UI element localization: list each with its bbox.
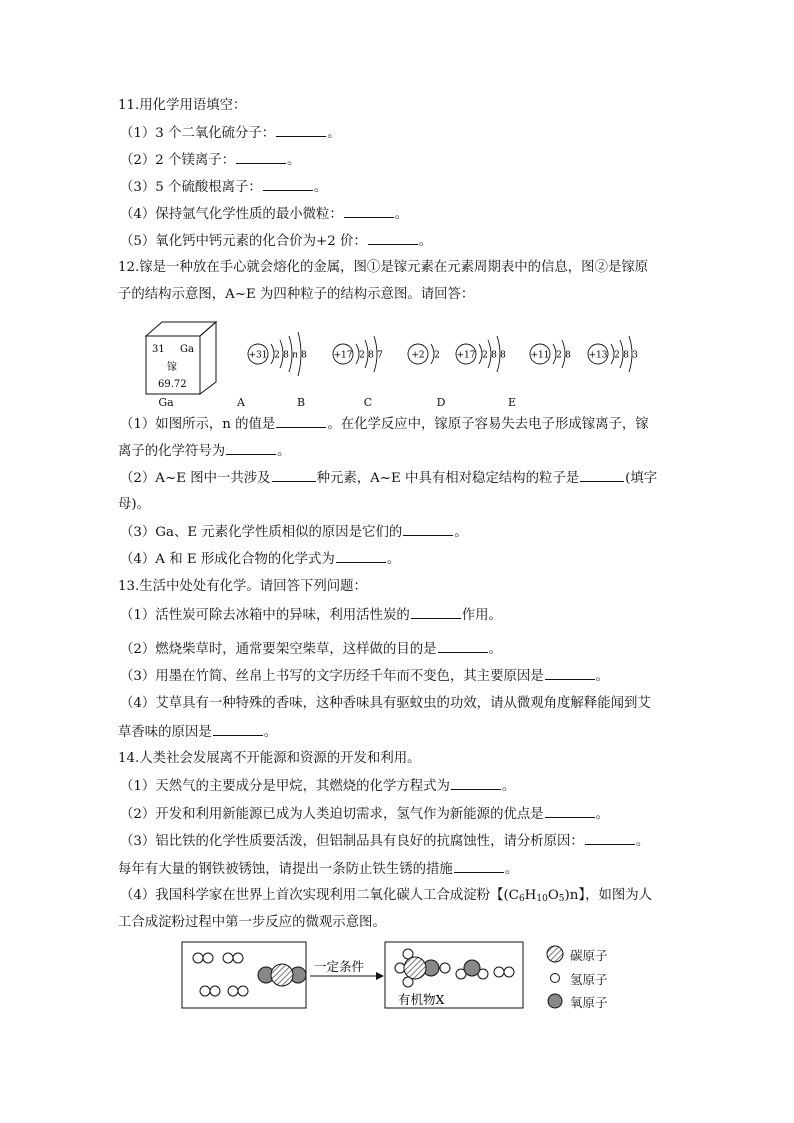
shell-electron-count: 2 [614, 350, 620, 361]
q13-sub3: （3）用墨在竹简、丝帛上书写的文字历经千年而不变色，其主要原因是 。 [120, 669, 610, 684]
answer-blank[interactable] [276, 415, 326, 428]
atom-diagram-a [333, 336, 383, 372]
q14-stem: 14.人类社会发展离不开能源和资源的开发和利用。 [118, 751, 421, 766]
shell-electron-count: n [292, 350, 298, 361]
atom-label-c: C [363, 396, 373, 409]
product-label: 有机物X [398, 992, 445, 1007]
legend-oxygen: 氧原子 [570, 995, 608, 1010]
q11-item-4: （4）保持氩气化学性质的最小微粒： 。 [120, 207, 409, 222]
atom-diagram-b [408, 344, 440, 364]
q12-sub1-cont: 离子的化学符号为 。 [118, 444, 291, 459]
answer-blank[interactable] [585, 832, 635, 845]
nucleus-charge: +11 [530, 350, 550, 361]
answer-blank[interactable] [272, 469, 316, 482]
q12-stem-1: 12.镓是一种放在手心就会熔化的金属，图①是镓元素在元素周期表中的信息，图②是镓原 [118, 260, 649, 275]
answer-blank[interactable] [545, 805, 595, 818]
nucleus-charge: +17 [333, 350, 353, 361]
q14-sub1: （1）天然气的主要成分是甲烷，其燃烧的化学方程式为 。 [120, 779, 516, 794]
shell-electron-count: 8 [283, 350, 289, 361]
atomic-structure-figure [140, 316, 660, 396]
element-number: 31 [152, 344, 165, 355]
shell-electron-count: 2 [434, 350, 440, 361]
hydrogen-molecule [223, 953, 243, 963]
reaction-diagram [180, 940, 620, 1014]
q14-sub2: （2）开发和利用新能源已成为人类迫切需求，氢气作为新能源的优点是 。 [120, 807, 610, 822]
element-name: 镓 [167, 362, 177, 373]
answer-blank[interactable] [580, 469, 624, 482]
atom-label-e: E [507, 396, 517, 409]
answer-blank[interactable] [403, 523, 453, 536]
q12-sub4: （4）A 和 E 形成化合物的化学式为 。 [120, 552, 401, 567]
q13-sub4: （4）艾草具有一种特殊的香味，这种香味具有驱蚊虫的功效，请从微观角度解释能闻到艾 [120, 696, 651, 711]
atom-diagram-c [456, 336, 506, 372]
atom-label-a: A [237, 396, 245, 409]
shell-electron-count: 8 [301, 350, 307, 361]
q14-sub4: （4）我国科学家在世界上首次实现利用二氧化碳人工合成淀粉【$(C_6H_{10}O_5)n$】，如图为人 [120, 888, 653, 904]
organic-molecule-x [395, 949, 450, 987]
carbon-dioxide-molecule [258, 964, 306, 986]
answer-blank[interactable] [344, 205, 394, 218]
atom-label-b: B [296, 396, 306, 409]
nucleus-charge: +2 [411, 350, 425, 361]
q14-sub3-cont: 每年有大量的钢铁被锈蚀，请提出一条防止铁生锈的措施 。 [118, 862, 519, 877]
q13-stem: 13.生活中处处有化学。请回答下列问题： [118, 579, 367, 594]
shell-electron-count: 8 [500, 350, 506, 361]
shell-electron-count: 3 [632, 350, 638, 361]
element-cell [146, 322, 216, 394]
q12-sub2-cont: 母)。 [118, 497, 151, 512]
shell-electron-count: 8 [491, 350, 497, 361]
q14-sub4-cont: 工合成淀粉过程中第一步反应的微观示意图。 [118, 915, 386, 930]
atom-diagram-e [588, 336, 638, 372]
q12-stem-2: 子的结构示意图，A~E 为四种粒子的结构示意图。请回答： [118, 287, 475, 302]
shell-electron-count: 2 [359, 350, 365, 361]
hydrogen-molecule [200, 986, 220, 996]
nucleus-charge: +31 [248, 350, 268, 361]
shell-electron-count: 2 [482, 350, 488, 361]
q14-sub3: （3）铝比铁的化学性质要活泼，但铝制品具有良好的抗腐蚀性，请分析原因： 。 [120, 834, 650, 849]
answer-blank[interactable] [336, 550, 386, 563]
atom-diagram-d [530, 340, 571, 368]
shell-electron-count: 8 [565, 350, 571, 361]
answer-blank[interactable] [226, 442, 276, 455]
answer-blank[interactable] [411, 606, 461, 619]
shell-electron-count: 8 [623, 350, 629, 361]
reaction-condition: 一定条件 [314, 959, 365, 974]
shell-electron-count: 8 [368, 350, 374, 361]
hydrogen-molecule [193, 953, 213, 963]
hydrogen-molecule [228, 986, 248, 996]
atom-label-ga: Ga [158, 396, 174, 409]
legend-hydrogen: 氢原子 [570, 972, 608, 987]
element-symbol: Ga [180, 344, 194, 355]
legend [547, 946, 563, 1008]
shell-electron-count: 2 [556, 350, 562, 361]
q12-sub1: （1）如图所示，n 的值是 。在化学反应中，镓原子容易失去电子形成镓离子，镓 [120, 417, 649, 432]
q12-sub3: （3）Ga、E 元素化学性质相似的原因是它们的 。 [120, 525, 468, 540]
q11-item-2: （2）2 个镁离子： 。 [120, 153, 301, 168]
q11-stem: 11.用化学用语填空： [118, 98, 247, 113]
answer-blank[interactable] [454, 860, 504, 873]
answer-blank[interactable] [263, 178, 313, 191]
q13-sub1: （1）活性炭可除去冰箱中的异味，利用活性炭的 作用。 [120, 608, 502, 623]
q11-item-3: （3）5 个硫酸根离子： 。 [120, 180, 328, 195]
q13-sub2: （2）燃烧柴草时，通常要架空柴草，这样做的目的是 。 [120, 642, 502, 657]
q11-item-1: （1）3 个二氧化硫分子： 。 [120, 126, 341, 141]
shell-electron-count: 7 [377, 350, 383, 361]
q13-sub4-cont: 草香味的原因是 。 [118, 725, 278, 740]
q11-item-5: （5）氧化钙中钙元素的化合价为+2 价： 。 [120, 234, 433, 249]
answer-blank[interactable] [213, 723, 263, 736]
answer-blank[interactable] [451, 777, 501, 790]
nucleus-charge: +17 [456, 350, 476, 361]
hydrogen-molecule [494, 967, 514, 977]
nucleus-charge: +13 [588, 350, 608, 361]
answer-blank[interactable] [368, 232, 418, 245]
arrow-icon [376, 972, 384, 980]
answer-blank[interactable] [545, 667, 595, 680]
answer-blank[interactable] [276, 124, 326, 137]
q12-sub2: （2）A~E 图中一共涉及 种元素，A~E 中具有相对稳定结构的粒子是 (填字 [120, 471, 658, 486]
answer-blank[interactable] [438, 640, 488, 653]
shell-electron-count: 2 [274, 350, 280, 361]
answer-blank[interactable] [236, 151, 286, 164]
legend-carbon: 碳原子 [570, 948, 608, 963]
atom-label-d: D [436, 396, 446, 409]
element-mass: 69.72 [158, 379, 187, 390]
atom-diagram-ga [248, 332, 307, 376]
water-molecule [456, 960, 488, 979]
